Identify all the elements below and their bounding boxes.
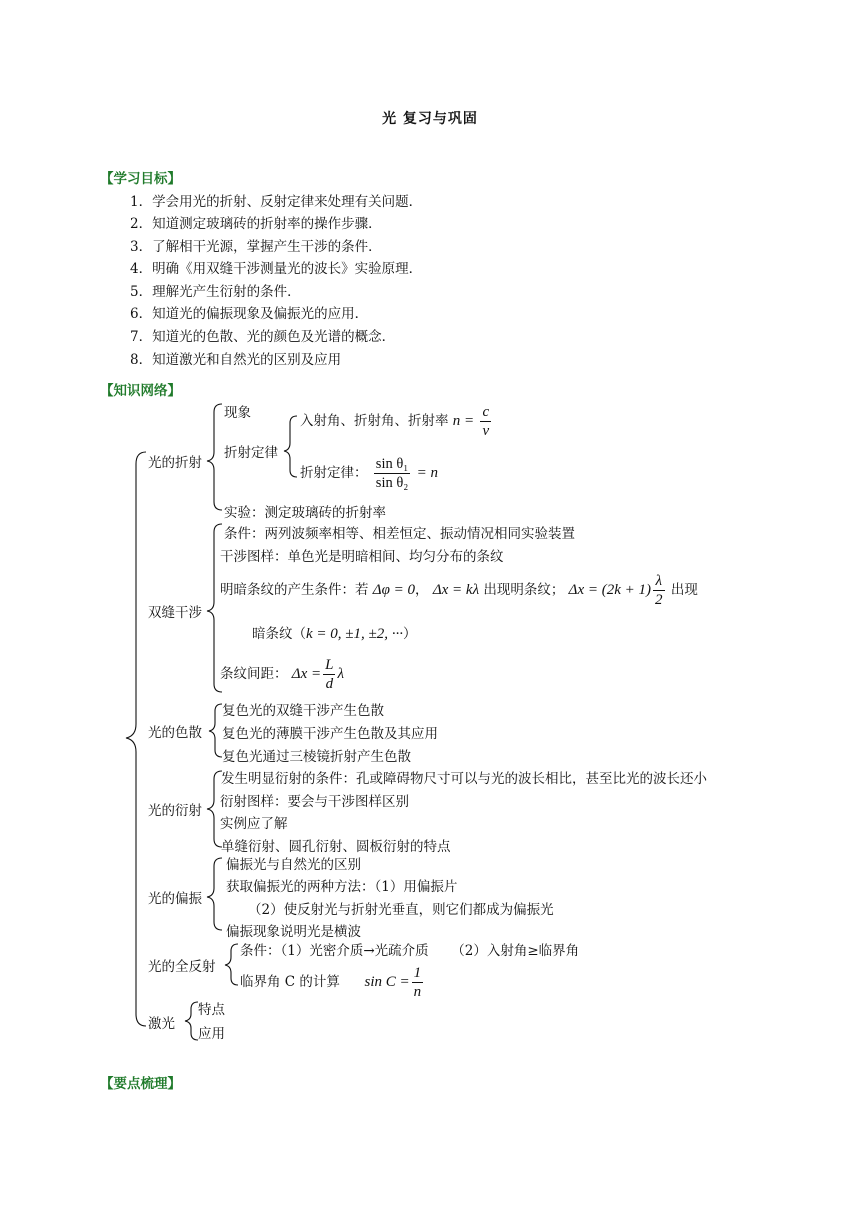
fraction-denominator: 2	[655, 592, 663, 608]
fraction-numerator: L	[325, 657, 334, 673]
k-values: k = 0, ±1, ±2, ···	[306, 626, 403, 642]
double-slit-pattern: 干涉图样：单色光是明暗相间、均匀分布的条纹	[220, 549, 504, 565]
polarization-item: 偏振现象说明光是横波	[226, 924, 361, 940]
diffraction-item: 单缝衍射、圆孔衍射、圆板衍射的特点	[221, 839, 451, 855]
fraction-denominator: v	[482, 423, 490, 439]
goal-item: 2．知道测定玻璃砖的折射率的操作步骤．	[130, 216, 382, 232]
refraction-index-line	[300, 403, 493, 440]
laser-item: 应用	[198, 1026, 225, 1042]
dark-fringe-text: 暗条纹（	[252, 626, 306, 642]
condition-part-a: 条件：（1）光密介质→光疏介质	[240, 943, 429, 959]
node-refraction: 光的折射	[148, 455, 202, 471]
snell-law-text: 折射定律：	[300, 465, 368, 481]
spacing-fraction	[323, 656, 335, 693]
spacing-rhs: λ	[337, 666, 344, 682]
goal-item: 7．知道光的色散、光的颜色及光谱的概念．	[130, 329, 396, 345]
condition-part-b: （2）入射角≥临界角	[451, 943, 580, 959]
node-diffraction: 光的衍射	[148, 803, 202, 819]
snell-rhs: = n	[416, 465, 439, 481]
double-slit-condition: 条件：两列波频率相等、相差恒定、振动情况相同实验装置	[224, 526, 575, 542]
section-heading-network: 【知识网络】	[100, 383, 181, 399]
dispersion-item: 复色光的双缝干涉产生色散	[222, 703, 384, 719]
half-lambda-fraction	[653, 572, 665, 609]
node-dispersion: 光的色散	[148, 725, 202, 741]
node-laser: 激光	[148, 1016, 175, 1032]
critical-angle-line	[240, 964, 425, 1001]
bright-condition: Δx = kλ	[432, 582, 480, 598]
section-heading-points: 【要点梳理】	[100, 1076, 181, 1092]
fraction-denominator: sin θ₂	[375, 475, 409, 491]
node-polarization: 光的偏振	[148, 891, 202, 907]
goal-item: 1．学会用光的折射、反射定律来处理有关问题．	[130, 194, 423, 210]
total-reflection-condition	[240, 939, 579, 959]
page-title: 光 复习与巩固	[382, 111, 478, 127]
polarization-item: 偏振光与自然光的区别	[226, 857, 361, 873]
dispersion-item: 复色光通过三棱镜折射产生色散	[222, 749, 411, 765]
comma: ，	[415, 582, 429, 598]
laser-brace	[185, 1002, 198, 1040]
dispersion-brace	[209, 704, 222, 757]
bright-dark-condition-line	[220, 572, 698, 609]
dark-fringe-line	[252, 622, 417, 643]
spacing-lhs: Δx =	[291, 666, 322, 682]
bright-dark-text: 明暗条纹的产生条件：若	[220, 582, 369, 598]
refraction-brace	[207, 404, 222, 510]
refraction-index-lhs: n =	[452, 413, 475, 429]
total-reflection-brace	[225, 944, 238, 985]
appear-text: 出现	[670, 582, 698, 598]
fraction-numerator: 1	[413, 965, 422, 981]
fraction-denominator: d	[325, 676, 334, 692]
polarization-item: 获取偏振光的两种方法：（1）用偏振片	[226, 879, 458, 895]
bright-text: 出现明条纹；	[483, 582, 565, 598]
fringe-spacing-text: 条纹间距：	[220, 666, 288, 682]
section-heading-goals: 【学习目标】	[100, 171, 181, 187]
dispersion-item: 复色光的薄膜干涉产生色散及其应用	[222, 726, 438, 742]
goal-item: 8．知道激光和自然光的区别及应用	[130, 352, 342, 368]
snell-fraction	[374, 455, 411, 492]
refraction-index-text: 入射角、折射角、折射率	[300, 413, 449, 429]
goal-item: 6．知道光的偏振现象及偏振光的应用．	[130, 306, 369, 322]
refraction-index-fraction	[480, 403, 491, 440]
laser-item: 特点	[198, 1002, 225, 1018]
node-refraction-law: 折射定律	[224, 445, 278, 461]
diffraction-item: 实例应了解	[220, 816, 288, 832]
goal-item: 4．明确《用双缝干涉测量光的波长》实验原理．	[130, 261, 423, 277]
node-total-reflection: 光的全反射	[148, 959, 216, 975]
critical-lhs: sin C =	[364, 974, 410, 990]
fraction-numerator: λ	[653, 572, 665, 591]
node-phenomenon: 现象	[224, 405, 251, 421]
diffraction-item: 发生明显衍射的条件：孔或障碍物尺寸可以与光的波长相比，甚至比光的波长还小	[221, 771, 707, 787]
critical-angle-text: 临界角 C 的计算	[240, 974, 340, 990]
polarization-item: （2）使反射光与折射光垂直，则它们都成为偏振光	[248, 902, 554, 918]
polarization-brace	[207, 858, 222, 930]
goal-item: 3．了解相干光源，掌握产生干涉的条件．	[130, 239, 382, 255]
node-double-slit: 双缝干涉	[148, 605, 202, 621]
law-brace	[284, 416, 297, 477]
fraction-denominator: n	[413, 984, 422, 1000]
snell-law-line	[300, 455, 438, 492]
diffraction-item: 衍射图样：要会与干涉图样区别	[220, 794, 409, 810]
close-paren: ）	[403, 626, 417, 642]
phase-condition: Δφ = 0	[372, 582, 416, 598]
critical-fraction	[412, 964, 424, 1001]
outer-brace	[126, 452, 146, 1026]
fringe-spacing-line	[220, 656, 344, 693]
fraction-numerator: sin θ₁	[375, 456, 409, 472]
node-refraction-experiment: 实验：测定玻璃砖的折射率	[224, 505, 386, 521]
fraction-numerator: c	[482, 404, 490, 420]
goal-item: 5．理解光产生衍射的条件．	[130, 284, 301, 300]
dark-condition-lhs: Δx = (2k + 1)	[568, 582, 652, 598]
